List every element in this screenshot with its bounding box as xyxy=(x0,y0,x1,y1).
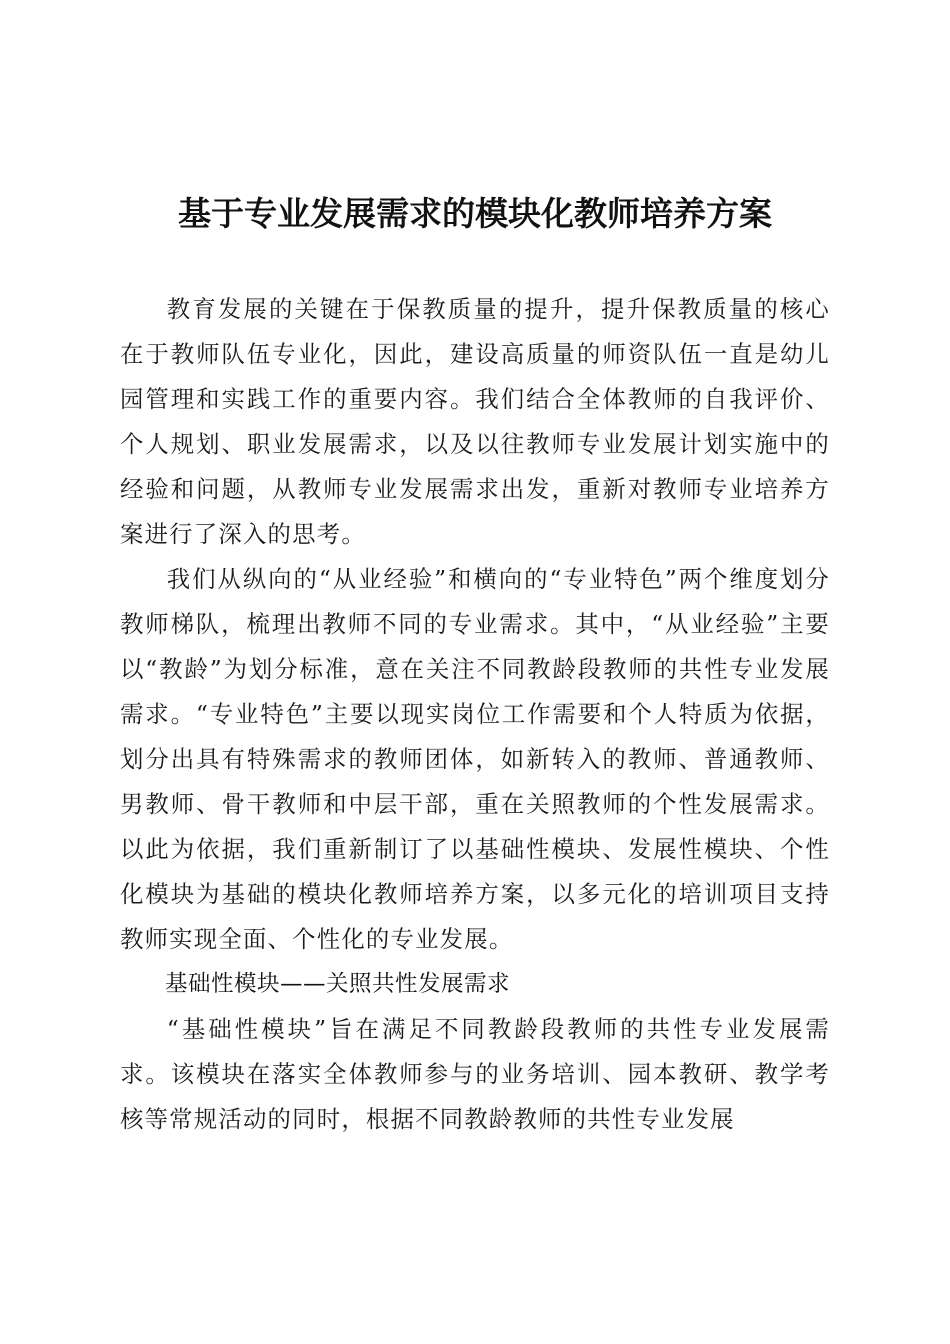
intro-paragraph-1: 教育发展的关键在于保教质量的提升，提升保教质量的核心在于教师队伍专业化，因此，建设高质量的师资队伍一直是幼儿园管理和实践工作的重要内容。我们结合全体教师的自我评价、个人规划、职业发展需求，以及以往教师专业发展计划实施中的经验和问题，从教师专业发展需求出发，重新对教师专业培养方案进行了深入的思考。 xyxy=(120,295,830,548)
section-heading: 基础性模块——关照共性发展需求 xyxy=(165,971,511,997)
document-body xyxy=(120,287,830,1142)
intro-paragraph-2: 我们从纵向的“从业经验”和横向的“专业特色”两个维度划分教师梯队，梳理出教师不同的专业需求。其中，“从业经验”主要以“教龄”为划分标准，意在关注不同教龄段教师的共性专业发展需求。“专业特色”主要以现实岗位工作需要和个人特质为依据，划分出具有特殊需求的教师团体，如新转入的教师、普通教师、男教师、骨干教师和中层干部，重在关照教师的个性发展需求。以此为依据，我们重新制订了以基础性模块、发展性模块、个性化模块为基础的模块化教师培养方案，以多元化的培训项目支持教师实现全面、个性化的专业发展。 xyxy=(120,565,830,953)
section-paragraph: “基础性模块”旨在满足不同教龄段教师的共性专业发展需求。该模块在落实全体教师参与的业务培训、园本教研、教学考核等常规活动的同时，根据不同教龄教师的共性专业发展 xyxy=(120,1015,830,1133)
document-title: 基于专业发展需求的模块化教师培养方案 xyxy=(178,194,772,233)
